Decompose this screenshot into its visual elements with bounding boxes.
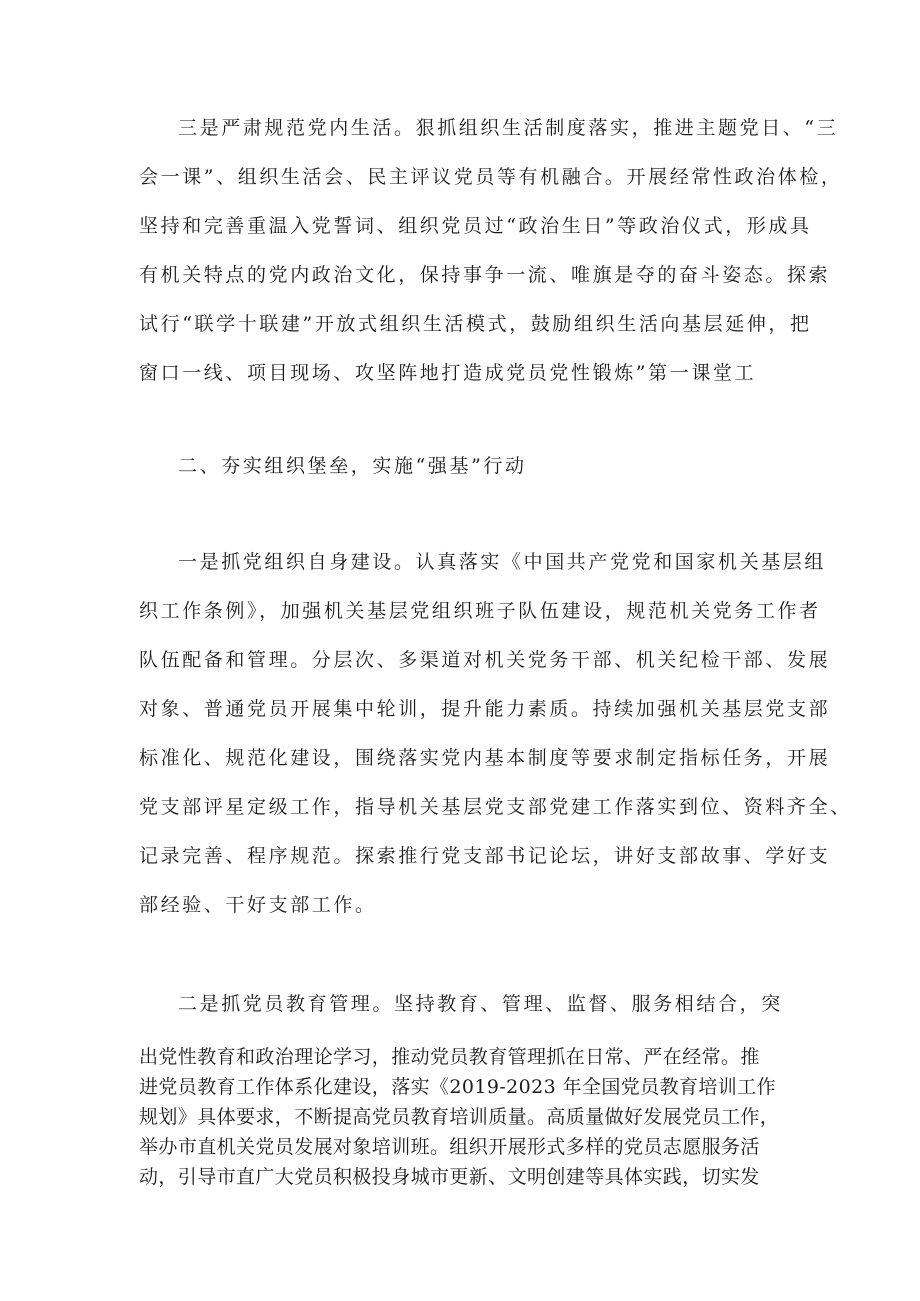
paragraph-line: 窗口一线、项目现场、攻坚阵地打造成党员党性锻炼”第一课堂工 bbox=[139, 362, 757, 384]
paragraph-line: 出党性教育和政治理论学习，推动党员教育管理抓在日常、严在经常。推 bbox=[139, 1046, 760, 1068]
paragraph-line: 三是严肃规范党内生活。狠抓组织生活制度落实，推进主题党日、“三 bbox=[178, 117, 839, 139]
paragraph-line: 坚持和完善重温入党誓词、组织党员过“政治生日”等政治仪式，形成具 bbox=[139, 215, 812, 237]
section-heading: 二、夯实组织堡垒，实施“强基”行动 bbox=[178, 455, 527, 477]
paragraph-line: 会一课”、组织生活会、民主评议党员等有机融合。开展经常性政治体检， bbox=[139, 166, 843, 188]
paragraph-line: 记录完善、程序规范。探索推行党支部书记论坛，讲好支部故事、学好支 bbox=[139, 845, 831, 867]
paragraph-line: 对象、普通党员开展集中轮训，提升能力素质。持续加强机关基层党支部 bbox=[139, 698, 831, 720]
paragraph-line: 队伍配备和管理。分层次、多渠道对机关党务干部、机关纪检干部、发展 bbox=[139, 649, 831, 671]
paragraph-line: 标准化、规范化建设，围绕落实党内基本制度等要求制定指标任务，开展 bbox=[139, 747, 831, 769]
paragraph-line: 党支部评星定级工作，指导机关基层党支部党建工作落实到位、资料齐全、 bbox=[139, 796, 852, 818]
paragraph-line: 部经验、干好支部工作。 bbox=[139, 894, 377, 916]
paragraph-line: 织工作条例》，加强机关基层党组织班子队伍建设，规范机关党务工作者 bbox=[139, 600, 821, 622]
paragraph-line: 动，引导市直广大党员积极投身城市更新、文明创建等具体实践，切实发 bbox=[139, 1166, 760, 1188]
paragraph-line: 一是抓党组织自身建设。认真落实《中国共产党党和国家机关基层组 bbox=[178, 551, 827, 573]
paragraph-line: 试行“联学十联建”开放式组织生活模式，鼓励组织生活向基层延伸，把 bbox=[139, 313, 812, 335]
paragraph-line: 规划》具体要求，不断提高党员教育培训质量。高质量做好发展党员工作， bbox=[139, 1106, 780, 1128]
paragraph-line: 举办市直机关党员发展对象培训班。组织开展形式多样的党员志愿服务活 bbox=[139, 1136, 760, 1158]
paragraph-line: 有机关特点的党内政治文化，保持事争一流、唯旗是夺的奋斗姿态。探索 bbox=[139, 264, 831, 286]
paragraph-line: 进党员教育工作体系化建设，落实《2019-2023 年全国党员教育培训工作 bbox=[139, 1076, 776, 1098]
paragraph-line: 二是抓党员教育管理。坚持教育、管理、监督、服务相结合，突 bbox=[178, 993, 783, 1015]
